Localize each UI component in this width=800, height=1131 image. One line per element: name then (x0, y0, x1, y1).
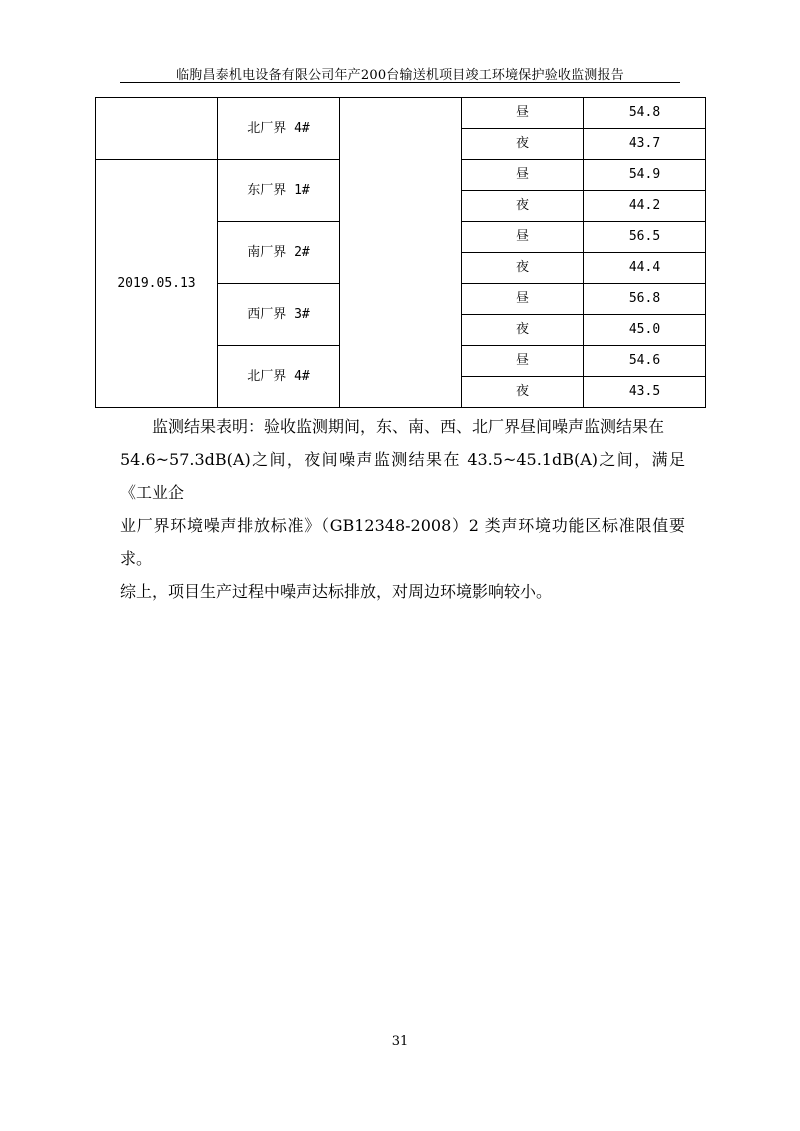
date-cell: 2019.05.13 (96, 160, 218, 408)
paragraph-line: 综上，项目生产过程中噪声达标排放，对周边环境影响较小。 (120, 582, 553, 601)
value-cell: 44.4 (584, 253, 706, 284)
period-cell: 夜 (462, 129, 584, 160)
value-cell: 45.0 (584, 315, 706, 346)
point-cell: 东厂界 1# (218, 160, 340, 222)
value-cell: 56.8 (584, 284, 706, 315)
point-cell: 北厂界 4# (218, 346, 340, 408)
period-cell: 昼 (462, 98, 584, 129)
paragraph-line: 54.6~57.3dB(A)之间，夜间噪声监测结果在 43.5~45.1dB(A)之间，满足《工业企 (120, 450, 685, 502)
period-cell: 夜 (462, 253, 584, 284)
period-cell: 夜 (462, 315, 584, 346)
value-cell: 44.2 (584, 191, 706, 222)
period-cell: 昼 (462, 160, 584, 191)
period-cell: 夜 (462, 191, 584, 222)
page-header-title: 临朐昌泰机电设备有限公司年产200台输送机项目竣工环境保护验收监测报告 (176, 68, 624, 83)
value-cell: 54.6 (584, 346, 706, 377)
paragraph-line: 监测结果表明：验收监测期间，东、南、西、北厂界昼间噪声监测结果在 (152, 417, 665, 436)
point-cell: 北厂界 4# (218, 98, 340, 160)
period-cell: 昼 (462, 284, 584, 315)
period-cell: 昼 (462, 346, 584, 377)
page-number: 31 (391, 1034, 409, 1049)
date-cell-continued (96, 98, 218, 160)
conclusion-paragraph (120, 410, 685, 608)
blank-cell (340, 98, 462, 408)
value-cell: 56.5 (584, 222, 706, 253)
value-cell: 43.7 (584, 129, 706, 160)
period-cell: 昼 (462, 222, 584, 253)
value-cell: 54.8 (584, 98, 706, 129)
paragraph-line: 业厂界环境噪声排放标准》（GB12348-2008）2 类声环境功能区标准限值要求。 (120, 516, 685, 568)
noise-monitoring-table (95, 97, 706, 408)
table-row (96, 98, 706, 129)
point-cell: 西厂界 3# (218, 284, 340, 346)
period-cell: 夜 (462, 377, 584, 408)
value-cell: 43.5 (584, 377, 706, 408)
point-cell: 南厂界 2# (218, 222, 340, 284)
header-rule (120, 82, 680, 83)
value-cell: 54.9 (584, 160, 706, 191)
